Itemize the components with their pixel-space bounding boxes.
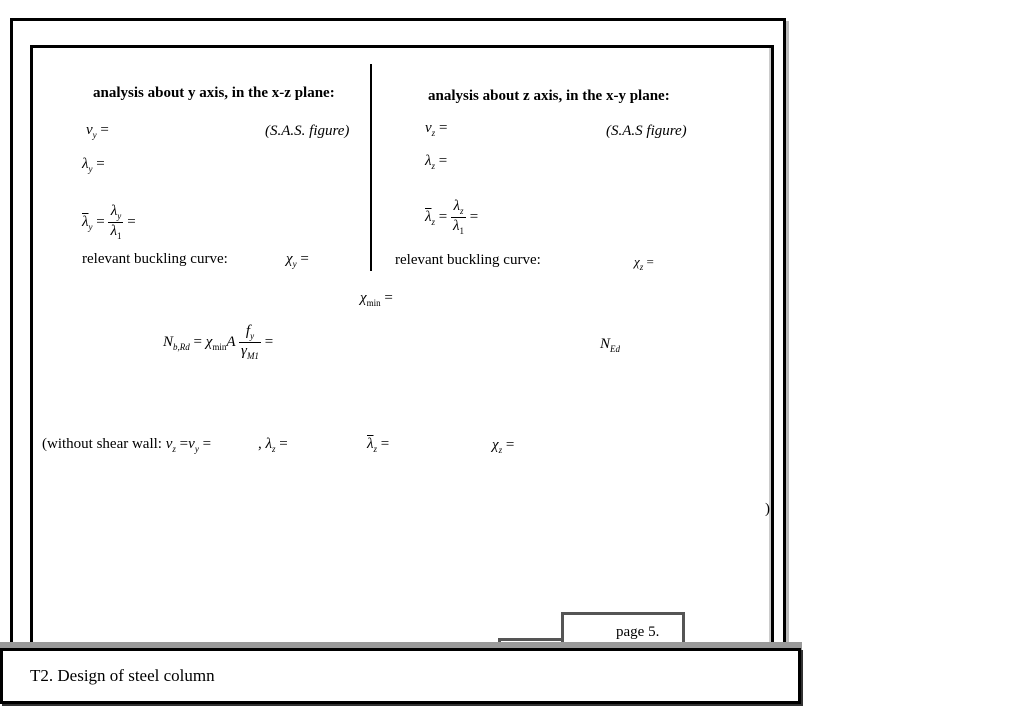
page-number: page 5. [616, 624, 660, 640]
right-lambda-bar-expression: $\overline{\lambda}_z$ = $\frac{\lambda_z}{\lambda_1}$ = [425, 198, 479, 236]
right-buckling-curve-label: relevant buckling curve: [395, 252, 541, 268]
left-nu-expression: $\nu_y$ = [86, 122, 109, 140]
column-divider [370, 64, 372, 271]
nbrd-formula: $N_{b,Rd} = \chi_{min}A$ $\frac{f_y}{\gamma_{M1}}$ = [163, 323, 274, 361]
without-lambda-z-expression: , $\lambda_z$ = [258, 436, 288, 454]
right-nu-expression: $\nu_z$ = [425, 120, 448, 138]
left-lambda-expression: $\lambda_y$ = [82, 156, 105, 174]
right-lambda-expression: $\lambda_z$ = [425, 153, 448, 171]
right-lambda-fraction: $\frac{\lambda_z}{\lambda_1}$ [452, 198, 464, 236]
right-sas-figure-note: (S.A.S figure) [606, 123, 687, 139]
without-shear-wall-line: (without shear wall: $\nu_z =\nu_y$ = [42, 436, 212, 454]
footer-bar [0, 648, 801, 704]
left-lambda-fraction: $\frac{\lambda_y}{\lambda_1}$ [110, 203, 122, 241]
right-chi-expression: $\chi_z$ = [634, 254, 654, 272]
left-sas-figure-note: (S.A.S. figure) [265, 123, 350, 139]
footer-title: T2. Design of steel column [30, 666, 215, 685]
without-lambda-bar-z-expression: $\overline{\lambda}_z$ = [367, 436, 390, 454]
right-heading: analysis about z axis, in the x-y plane: [428, 88, 670, 104]
left-lambda-bar-expression: $\overline{\lambda}_y$ = $\frac{\lambda_y}{\lambda_1}$ = [82, 203, 136, 241]
closing-parenthesis: ) [765, 501, 770, 517]
nbrd-fraction: $\frac{f_y}{\gamma_{M1}}$ [241, 323, 259, 361]
chi-min-expression: $\chi_{min}$ = [360, 290, 393, 308]
left-chi-expression: $\chi_y$ = [286, 251, 309, 269]
left-heading: analysis about y axis, in the x-z plane: [93, 85, 335, 101]
ned-expression: $N_{Ed}$ [600, 336, 621, 354]
left-buckling-curve-label: relevant buckling curve: [82, 251, 228, 267]
without-chi-z-expression: $\chi_z$ = [492, 437, 515, 455]
